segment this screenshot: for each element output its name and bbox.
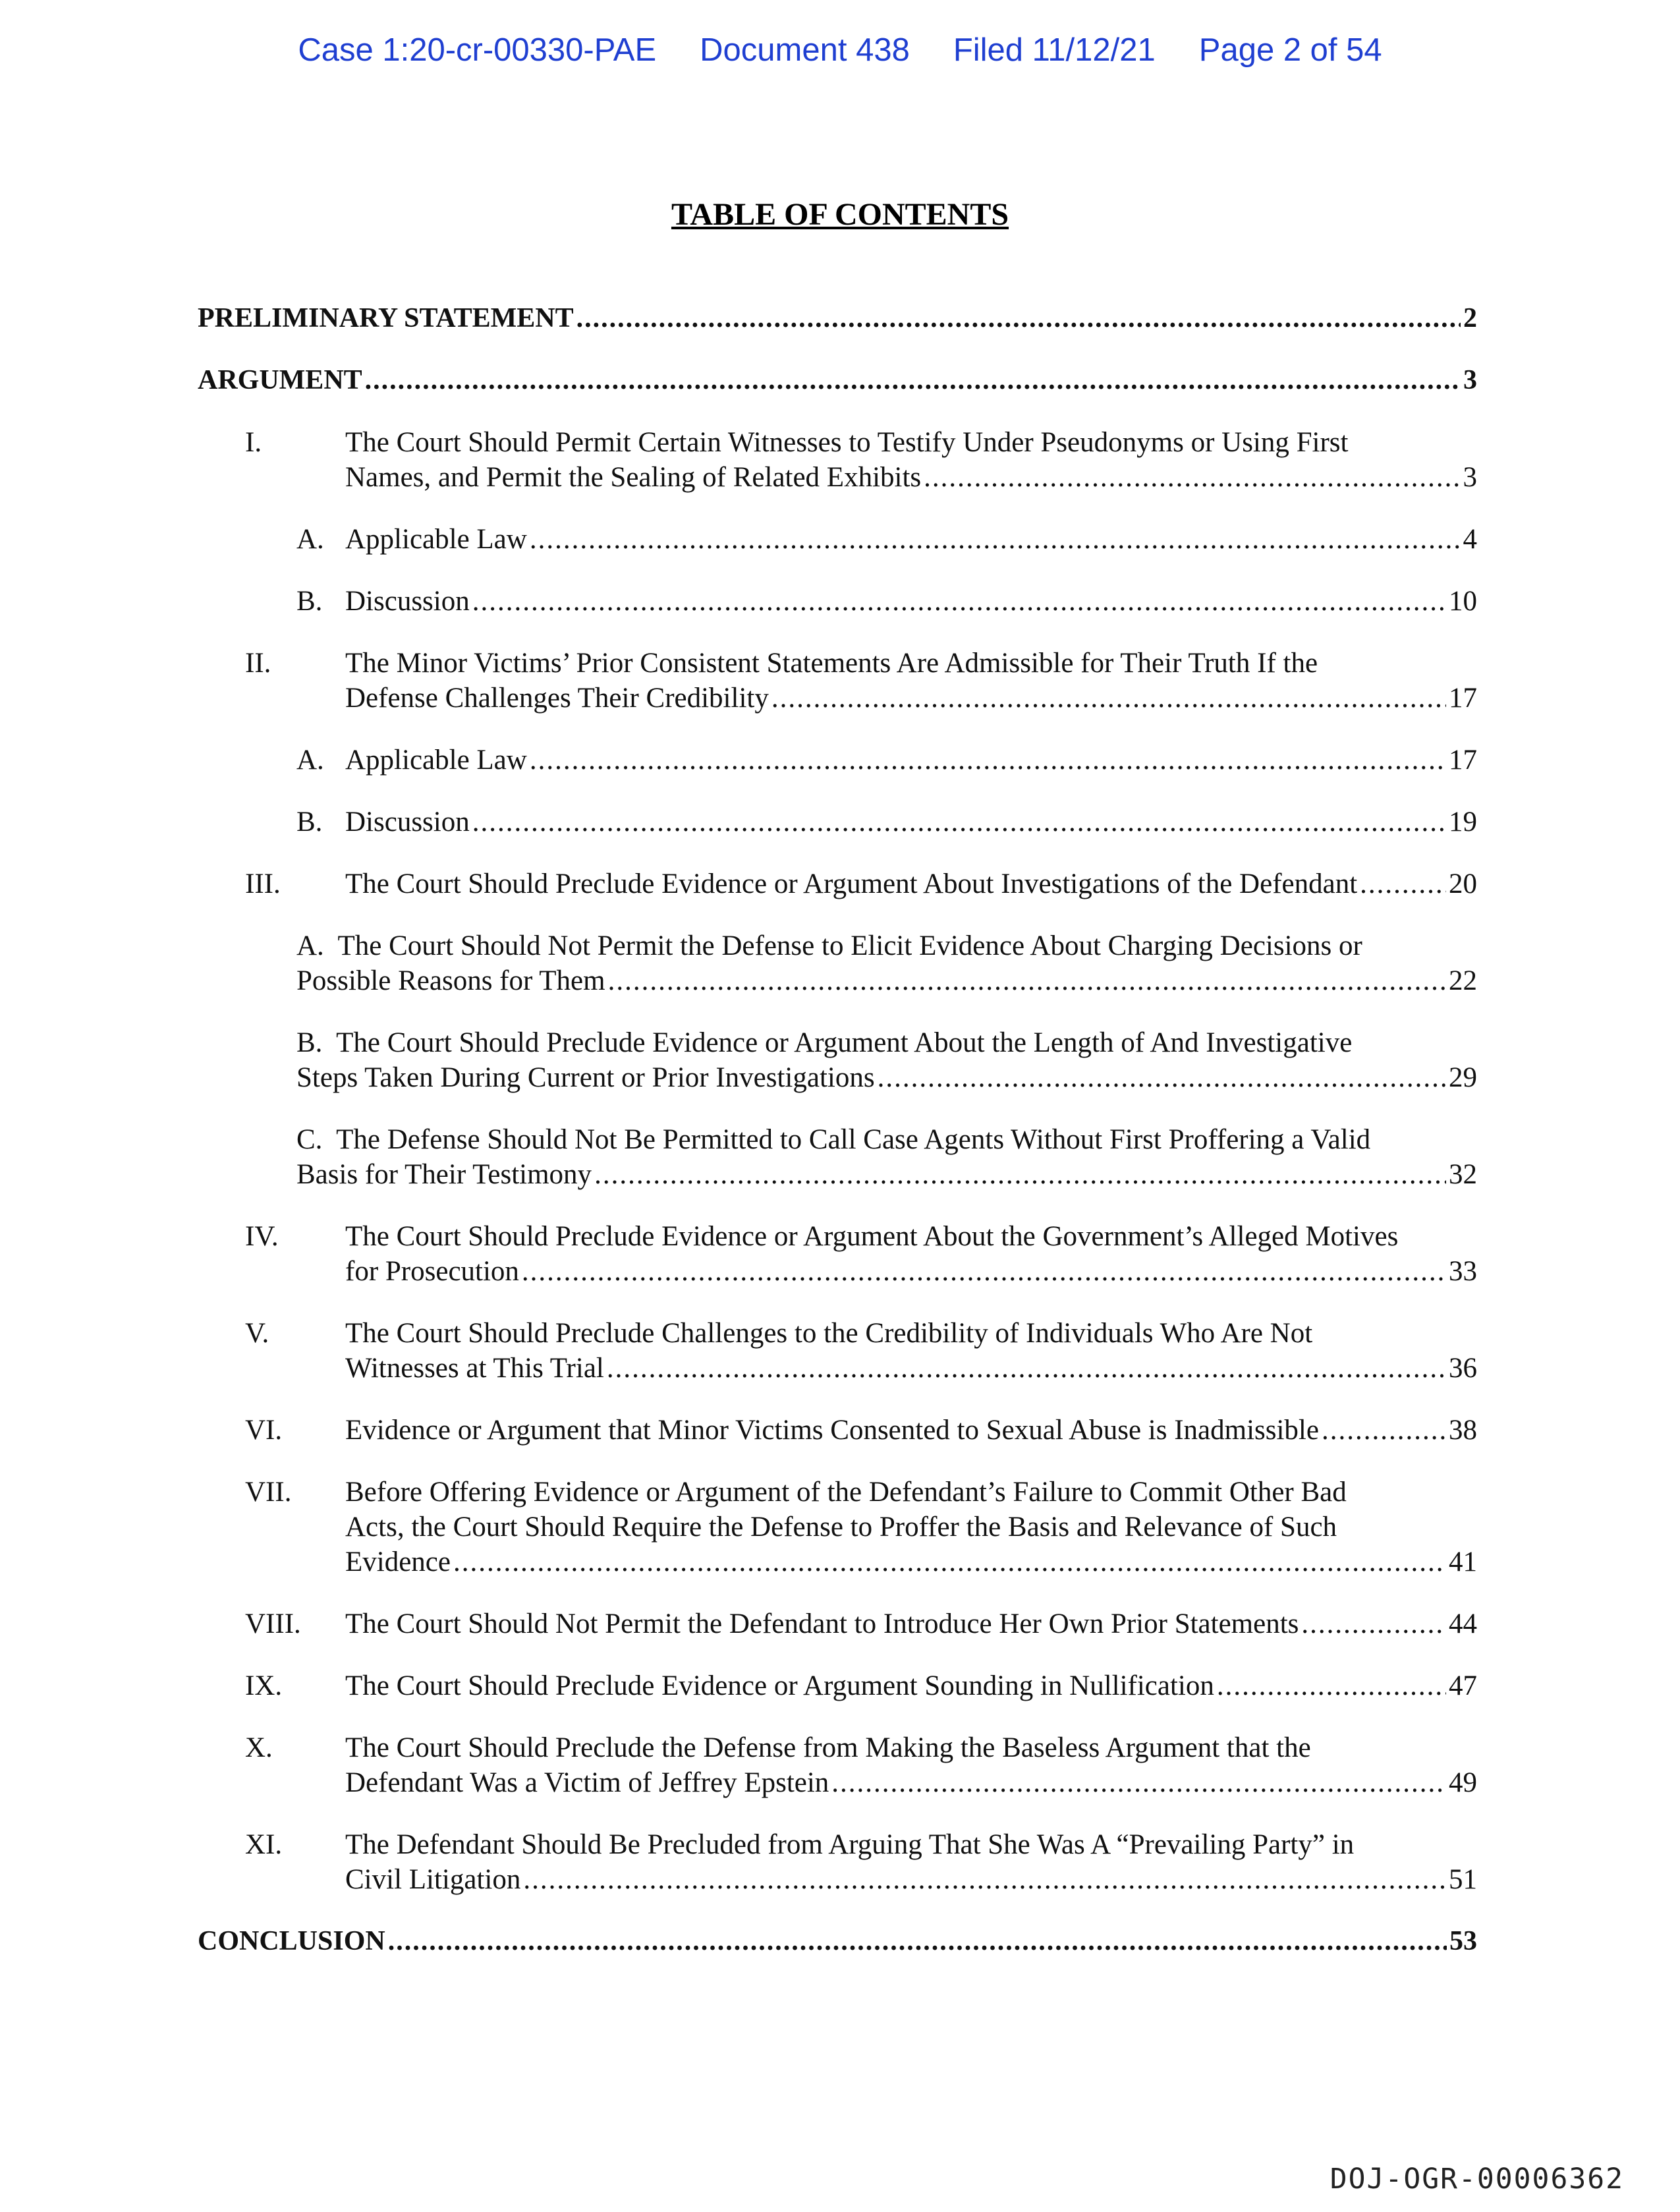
toc-entry-section-i-b[interactable]: [198, 584, 1477, 619]
toc-entry-section-iii-c[interactable]: [198, 1122, 1477, 1192]
toc-entry-text: Before Offering Evidence or Argument of the Defendant’s Failure to Commit Other Bad: [345, 1477, 1347, 1508]
toc-page-number: 3: [1463, 462, 1477, 493]
toc-entry-section-ii-a[interactable]: [198, 743, 1477, 778]
toc-page-number: 10: [1449, 586, 1477, 617]
dot-leader: [594, 1157, 1446, 1192]
toc-entry-label: ARGUMENT: [198, 365, 362, 395]
toc-entry-text: Basis for Their Testimony: [296, 1159, 592, 1190]
toc-entry-label: Discussion: [345, 807, 470, 837]
toc-entry-section-iv[interactable]: [198, 1219, 1477, 1289]
toc-entry-section-viii[interactable]: [198, 1606, 1477, 1641]
dot-leader: [523, 1862, 1446, 1897]
dot-leader: [1360, 866, 1446, 901]
table-of-contents: [198, 0, 1477, 2043]
toc-entry-text: The Court Should Not Permit the Defendant to Introduce Her Own Prior Statements: [345, 1608, 1299, 1639]
dot-leader: [831, 1765, 1446, 1800]
toc-entry-section-i[interactable]: [198, 425, 1477, 495]
section-numeral: II.: [245, 648, 271, 679]
toc-entry-section-iii-b[interactable]: [198, 1025, 1477, 1095]
toc-entry-section-ix[interactable]: [198, 1668, 1477, 1703]
section-numeral: VI.: [245, 1415, 283, 1446]
toc-entry-text: The Court Should Preclude Challenges to the Credibility of Individuals Who Are Not: [345, 1318, 1313, 1349]
bates-number: DOJ-OGR-00006362: [1330, 2163, 1624, 2196]
dot-leader: [530, 522, 1461, 557]
toc-page-number: 51: [1449, 1864, 1477, 1895]
toc-page-number: 3: [1463, 365, 1477, 395]
toc-entry-section-xi[interactable]: [198, 1827, 1477, 1897]
dot-leader: [472, 584, 1446, 619]
toc-entry-section-v[interactable]: [198, 1316, 1477, 1386]
dot-leader: [771, 681, 1446, 716]
dot-leader: [1217, 1668, 1446, 1703]
toc-page-number: 41: [1449, 1546, 1477, 1577]
toc-page-number: 38: [1449, 1415, 1477, 1446]
section-numeral: I.: [245, 427, 262, 458]
toc-page-number: 33: [1449, 1256, 1477, 1287]
dot-leader: [472, 805, 1446, 839]
case-number: Case 1:20-cr-00330-PAE: [298, 32, 657, 68]
toc-page-number: 19: [1449, 807, 1477, 837]
toc-entry-text: for Prosecution: [345, 1256, 519, 1287]
section-numeral: VIII.: [245, 1608, 301, 1639]
subsection-letter: A.: [296, 524, 324, 555]
dot-leader: [576, 301, 1461, 336]
toc-entry-text: Civil Litigation: [345, 1864, 521, 1895]
toc-entry-section-ii-b[interactable]: [198, 805, 1477, 839]
toc-page-number: 53: [1449, 1926, 1477, 1956]
subsection-letter: A.: [296, 745, 324, 776]
toc-page-number: 29: [1449, 1062, 1477, 1093]
subsection-letter: B.: [296, 586, 323, 617]
dot-leader: [608, 963, 1446, 998]
toc-entry-text: The Court Should Preclude Evidence or Argument About the Government’s Alleged Motives: [345, 1221, 1399, 1252]
section-numeral: VII.: [245, 1477, 292, 1508]
dot-leader: [607, 1351, 1446, 1386]
toc-page-number: 47: [1449, 1670, 1477, 1701]
toc-entry-text: The Court Should Preclude Evidence or Argument About Investigations of the Defendant: [345, 868, 1358, 899]
toc-entry-text: Evidence or Argument that Minor Victims Consented to Sexual Abuse is Inadmissible: [345, 1415, 1319, 1446]
dot-leader: [453, 1545, 1446, 1579]
toc-page-number: 17: [1449, 683, 1477, 714]
section-numeral: X.: [245, 1732, 273, 1763]
toc-entry-text: The Minor Victims’ Prior Consistent Statements Are Admissible for Their Truth If the: [345, 648, 1318, 679]
toc-entry-label: Applicable Law: [345, 745, 527, 776]
toc-page-number: 36: [1449, 1353, 1477, 1384]
toc-page-number: 44: [1449, 1608, 1477, 1639]
dot-leader: [388, 1924, 1447, 1959]
toc-entry-text: The Court Should Preclude the Defense from Making the Baseless Argument that the: [345, 1732, 1311, 1763]
toc-entry-label: Applicable Law: [345, 524, 527, 555]
toc-entry-label: CONCLUSION: [198, 1926, 385, 1956]
section-numeral: III.: [245, 868, 281, 899]
toc-entry-section-x[interactable]: [198, 1730, 1477, 1800]
filed-date: Filed 11/12/21: [953, 32, 1156, 68]
toc-entry-text: B. The Court Should Preclude Evidence or Argument About the Length of And Investigative: [296, 1027, 1353, 1058]
toc-entry-text: Defendant Was a Victim of Jeffrey Epstein: [345, 1767, 829, 1798]
toc-entry-text: Steps Taken During Current or Prior Investigations: [296, 1062, 875, 1093]
toc-entry-argument[interactable]: [198, 363, 1477, 398]
dot-leader: [530, 743, 1446, 778]
toc-entry-preliminary-statement[interactable]: [198, 301, 1477, 336]
toc-entry-label: PRELIMINARY STATEMENT: [198, 303, 574, 333]
toc-entry-text: Evidence: [345, 1546, 451, 1577]
section-numeral: XI.: [245, 1829, 283, 1860]
toc-page-number: 20: [1449, 868, 1477, 899]
toc-entry-conclusion[interactable]: [198, 1924, 1477, 1959]
toc-entry-text: C. The Defense Should Not Be Permitted to Call Case Agents Without First Proffering a Valid: [296, 1124, 1371, 1155]
section-numeral: V.: [245, 1318, 269, 1349]
page-title: TABLE OF CONTENTS: [671, 197, 1009, 232]
page-indicator: Page 2 of 54: [1198, 32, 1382, 68]
toc-entry-text: Names, and Permit the Sealing of Related Exhibits: [345, 462, 922, 493]
dot-leader: [1322, 1413, 1446, 1448]
subsection-letter: B.: [296, 807, 323, 837]
toc-entry-text: Acts, the Court Should Require the Defense to Proffer the Basis and Relevance of Such: [345, 1512, 1337, 1543]
section-numeral: IX.: [245, 1670, 283, 1701]
toc-entry-text: Defense Challenges Their Credibility: [345, 683, 769, 714]
document-number: Document 438: [700, 32, 910, 68]
section-numeral: IV.: [245, 1221, 279, 1252]
toc-page-number: 32: [1449, 1159, 1477, 1190]
toc-page-number: 4: [1463, 524, 1477, 555]
dot-leader: [924, 460, 1460, 495]
toc-entry-text: Witnesses at This Trial: [345, 1353, 604, 1384]
toc-entry-text: Possible Reasons for Them: [296, 965, 605, 996]
toc-entry-section-vi[interactable]: [198, 1413, 1477, 1448]
toc-entry-text: The Defendant Should Be Precluded from Arguing That She Was A “Prevailing Party” in: [345, 1829, 1355, 1860]
toc-entry-text: The Court Should Permit Certain Witnesses to Testify Under Pseudonyms or Using First: [345, 427, 1349, 458]
toc-entry-section-ii[interactable]: [198, 646, 1477, 716]
toc-entry-section-iii-a[interactable]: [198, 928, 1477, 998]
toc-entry-section-iii[interactable]: [198, 866, 1477, 901]
toc-entry-section-vii[interactable]: [198, 1475, 1477, 1579]
toc-entry-label: Discussion: [345, 586, 470, 617]
dot-leader: [1301, 1606, 1446, 1641]
dot-leader: [522, 1254, 1446, 1289]
toc-page-number: 49: [1449, 1767, 1477, 1798]
toc-page-number: 2: [1463, 303, 1477, 333]
toc-page-number: 17: [1449, 745, 1477, 776]
dot-leader: [365, 363, 1461, 398]
toc-entry-text: A. The Court Should Not Permit the Defense to Elicit Evidence About Charging Decisions or: [296, 930, 1362, 961]
dot-leader: [878, 1060, 1446, 1095]
toc-entry-section-i-a[interactable]: [198, 522, 1477, 557]
toc-entry-text: The Court Should Preclude Evidence or Argument Sounding in Nullification: [345, 1670, 1214, 1701]
toc-page-number: 22: [1449, 965, 1477, 996]
